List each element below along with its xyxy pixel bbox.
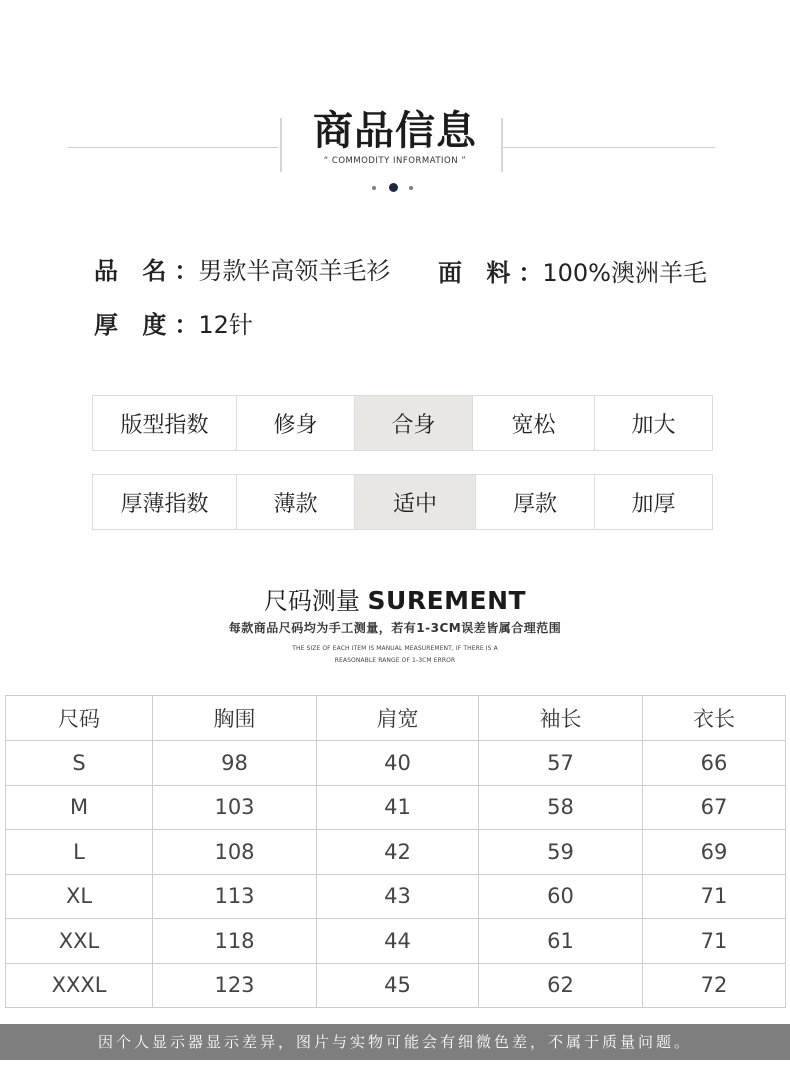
spec-label: 厚 度 xyxy=(94,311,175,339)
spec-value: 12针 xyxy=(198,311,253,339)
dot-icon xyxy=(409,186,413,190)
cell-size: XXXL xyxy=(6,963,153,1008)
cell-sleeve: 60 xyxy=(479,874,643,919)
dot-icon xyxy=(389,183,398,192)
spec-label: 面 料 xyxy=(438,259,519,287)
spec-product-name xyxy=(94,255,390,287)
thickness-option: 薄款 xyxy=(237,475,355,529)
fit-option: 修身 xyxy=(237,396,355,450)
fit-option: 宽松 xyxy=(473,396,595,450)
cell-chest: 118 xyxy=(153,919,317,964)
spec-label: 品 名 xyxy=(94,257,175,285)
header-chest: 胸围 xyxy=(153,696,317,741)
size-table-header-row xyxy=(6,696,786,741)
cell-sleeve: 57 xyxy=(479,741,643,786)
size-note-en-line1: THE SIZE OF EACH ITEM IS MANUAL MEASUREMENT, IF THERE IS A xyxy=(292,645,498,652)
thickness-index-label: 厚薄指数 xyxy=(93,475,237,529)
table-row xyxy=(6,830,786,875)
cell-chest: 113 xyxy=(153,874,317,919)
cell-length: 71 xyxy=(643,919,786,964)
spec-colon: ： xyxy=(518,259,543,287)
cell-chest: 98 xyxy=(153,741,317,786)
fit-option-selected: 合身 xyxy=(355,396,473,450)
size-note-en-line2: REASONABLE RANGE OF 1-3CM ERROR xyxy=(334,657,456,664)
cell-length: 66 xyxy=(643,741,786,786)
cell-chest: 103 xyxy=(153,785,317,830)
section-title: 商品信息 xyxy=(313,108,477,154)
spec-colon: ： xyxy=(174,311,199,339)
cell-shoulder: 43 xyxy=(317,874,479,919)
spec-value: 男款半高领羊毛衫 xyxy=(198,257,391,285)
size-title-en: SUREMENT xyxy=(367,586,527,615)
cell-shoulder: 42 xyxy=(317,830,479,875)
cell-length: 72 xyxy=(643,963,786,1008)
size-title-cn: 尺码测量 xyxy=(263,587,360,615)
spec-material xyxy=(438,257,707,289)
thickness-option-selected: 适中 xyxy=(355,475,476,529)
fit-option: 加大 xyxy=(631,412,676,438)
decorative-dots xyxy=(0,183,790,193)
dot-icon xyxy=(372,186,376,190)
thickness-index-table xyxy=(92,474,713,530)
cell-length: 69 xyxy=(643,830,786,875)
table-row xyxy=(6,741,786,786)
table-row xyxy=(6,874,786,919)
spec-thickness xyxy=(94,309,253,341)
cell-sleeve: 62 xyxy=(479,963,643,1008)
cell-size: XXL xyxy=(6,919,153,964)
cell-shoulder: 45 xyxy=(317,963,479,1008)
cell-sleeve: 59 xyxy=(479,830,643,875)
spec-value: 100%澳洲羊毛 xyxy=(542,259,707,287)
header-shoulder: 肩宽 xyxy=(317,696,479,741)
fit-index-label: 版型指数 xyxy=(93,396,237,450)
table-row xyxy=(6,919,786,964)
cell-size: S xyxy=(6,741,153,786)
thickness-option: 厚款 xyxy=(476,475,595,529)
cell-length: 71 xyxy=(643,874,786,919)
cell-shoulder: 40 xyxy=(317,741,479,786)
section-subtitle: “ COMMODITY INFORMATION ” xyxy=(323,156,467,166)
cell-sleeve: 61 xyxy=(479,919,643,964)
cell-sleeve: 58 xyxy=(479,785,643,830)
cell-size: XL xyxy=(6,874,153,919)
fit-index-table xyxy=(92,395,713,451)
cell-shoulder: 41 xyxy=(317,785,479,830)
thickness-option: 加厚 xyxy=(631,491,676,517)
header-sleeve: 袖长 xyxy=(479,696,643,741)
header-size: 尺码 xyxy=(6,696,153,741)
cell-length: 67 xyxy=(643,785,786,830)
cell-chest: 108 xyxy=(153,830,317,875)
cell-shoulder: 44 xyxy=(317,919,479,964)
cell-size: L xyxy=(6,830,153,875)
size-table xyxy=(5,695,786,1008)
spec-colon: ： xyxy=(174,257,199,285)
table-row xyxy=(6,785,786,830)
table-row xyxy=(6,963,786,1008)
header-length: 衣长 xyxy=(643,696,786,741)
size-section-title xyxy=(0,584,790,618)
disclaimer-footer: 因个人显示器显示差异，图片与实物可能会有细微色差，不属于质量问题。 xyxy=(0,1024,790,1060)
cell-size: M xyxy=(6,785,153,830)
cell-chest: 123 xyxy=(153,963,317,1008)
size-note: 每款商品尺码均为手工测量，若有1-3CM误差皆属合理范围 xyxy=(228,621,562,635)
